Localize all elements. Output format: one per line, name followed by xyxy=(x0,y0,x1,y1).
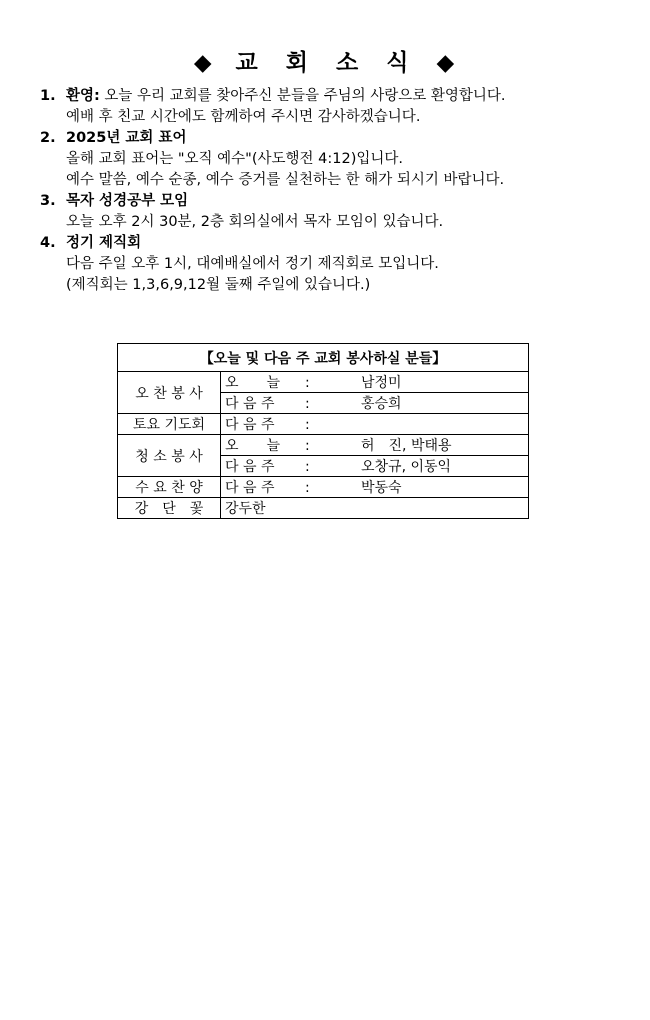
row-entry xyxy=(221,435,529,456)
announcement-item xyxy=(40,191,630,233)
announcement-item xyxy=(40,233,630,296)
row-label: 오 찬 봉 사 xyxy=(118,372,221,414)
row-entry xyxy=(221,498,529,519)
row-label: 수 요 찬 양 xyxy=(118,477,221,498)
row-entry xyxy=(221,393,529,414)
row-entry xyxy=(221,372,529,393)
entry-colon: : xyxy=(305,375,310,391)
title-text: 교 회 소 식 xyxy=(235,50,419,76)
entry-names: 강두한 xyxy=(225,501,266,517)
entry-colon: : xyxy=(305,396,310,412)
entry-colon: : xyxy=(305,480,310,496)
table-header: 【오늘 및 다음 주 교회 봉사하실 분들】 xyxy=(118,344,529,372)
item-number: 3. xyxy=(40,193,56,209)
row-label: 토요 기도회 xyxy=(118,414,221,435)
announcement-item xyxy=(40,86,630,128)
item-number: 1. xyxy=(40,88,56,104)
entry-when: 오 늘 xyxy=(225,375,281,391)
entry-colon: : xyxy=(305,459,310,475)
entry-when: 다 음 주 xyxy=(225,480,275,496)
entry-names: 박동숙 xyxy=(361,480,402,496)
item-text: 다음 주일 오후 1시, 대예배실에서 정기 제직회로 모입니다. xyxy=(66,256,439,272)
item-text: 예수 말씀, 예수 순종, 예수 증거를 실천하는 한 해가 되시기 바랍니다. xyxy=(66,172,505,188)
entry-names: 홍승희 xyxy=(361,396,402,412)
item-text: 예배 후 친교 시간에도 함께하여 주시면 감사하겠습니다. xyxy=(66,109,421,125)
table-row xyxy=(118,414,529,435)
table-row xyxy=(118,435,529,456)
row-label: 청 소 봉 사 xyxy=(118,435,221,477)
entry-when: 다 음 주 xyxy=(225,396,275,412)
row-label: 강 단 꽃 xyxy=(118,498,221,519)
item-heading: 2025년 교회 표어 xyxy=(66,130,187,146)
item-text: 올해 교회 표어는 "오직 예수"(사도행전 4:12)입니다. xyxy=(66,151,403,167)
item-text: 오늘 오후 2시 30분, 2층 회의실에서 목자 모임이 있습니다. xyxy=(66,214,444,230)
item-heading: 목자 성경공부 모임 xyxy=(66,193,189,209)
item-text: 오늘 우리 교회를 찾아주신 분들을 주님의 사랑으로 환영합니다. xyxy=(104,88,506,104)
entry-names: 허 진, 박태용 xyxy=(361,438,452,454)
table-row xyxy=(118,498,529,519)
page-title xyxy=(0,44,650,77)
item-text: (제직회는 1,3,6,9,12월 둘째 주일에 있습니다.) xyxy=(66,277,371,293)
entry-names: 남정미 xyxy=(361,375,402,391)
announcement-list xyxy=(40,86,630,296)
entry-when: 다 음 주 xyxy=(225,417,275,433)
item-heading: 환영: xyxy=(66,88,100,104)
announcement-item xyxy=(40,128,630,191)
item-number: 2. xyxy=(40,130,56,146)
table-row xyxy=(118,372,529,393)
row-entry xyxy=(221,477,529,498)
entry-when: 다 음 주 xyxy=(225,459,275,475)
entry-colon: : xyxy=(305,438,310,454)
table-row xyxy=(118,477,529,498)
service-table xyxy=(117,343,529,519)
entry-when: 오 늘 xyxy=(225,438,281,454)
entry-colon: : xyxy=(305,417,310,433)
entry-names: 오창규, 이동익 xyxy=(361,459,452,475)
item-heading: 정기 제직회 xyxy=(66,235,142,251)
item-number: 4. xyxy=(40,235,56,251)
diamond-right-icon: ◆ xyxy=(436,50,457,76)
diamond-left-icon: ◆ xyxy=(193,50,214,76)
row-entry xyxy=(221,414,529,435)
row-entry xyxy=(221,456,529,477)
